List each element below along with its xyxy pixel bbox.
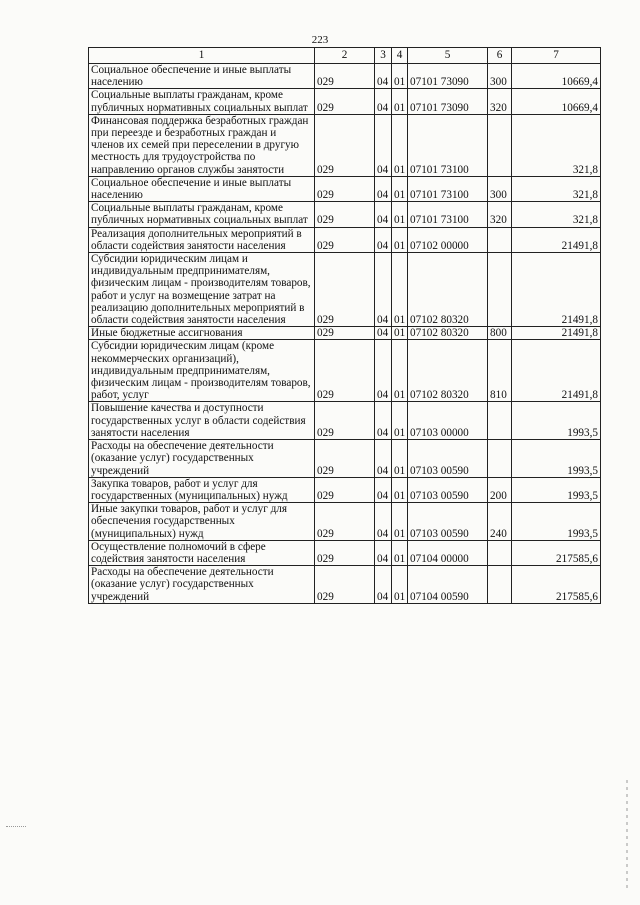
row-target-article: 07103 00590: [408, 440, 488, 478]
column-header: 1: [89, 48, 315, 64]
row-subsection: 01: [392, 440, 408, 478]
row-subsection: 01: [392, 176, 408, 201]
row-admin-code: 029: [315, 477, 375, 502]
row-expense-type: [488, 227, 512, 252]
table-row: [89, 566, 601, 604]
row-amount: 1993,5: [512, 503, 601, 541]
row-amount: 321,8: [512, 202, 601, 227]
row-target-article: 07101 73090: [408, 89, 488, 114]
row-expense-type: [488, 440, 512, 478]
row-amount: 217585,6: [512, 566, 601, 604]
table-row: [89, 327, 601, 340]
table-row: [89, 64, 601, 89]
row-target-article: 07103 00000: [408, 402, 488, 440]
row-target-article: 07103 00590: [408, 477, 488, 502]
table-row: [89, 440, 601, 478]
row-name: Повышение качества и доступности государственных услуг в области содействия занятости населения: [89, 402, 315, 440]
row-subsection: 01: [392, 340, 408, 402]
column-header: 4: [392, 48, 408, 64]
row-subsection: 01: [392, 566, 408, 604]
row-target-article: 07101 73100: [408, 114, 488, 176]
row-expense-type: 320: [488, 89, 512, 114]
table-row: [89, 477, 601, 502]
row-expense-type: 810: [488, 340, 512, 402]
row-target-article: 07101 73100: [408, 202, 488, 227]
row-target-article: 07103 00590: [408, 503, 488, 541]
row-amount: 10669,4: [512, 64, 601, 89]
row-section: 04: [375, 402, 392, 440]
row-section: 04: [375, 64, 392, 89]
row-subsection: 01: [392, 253, 408, 327]
row-subsection: 01: [392, 114, 408, 176]
row-admin-code: 029: [315, 566, 375, 604]
row-section: 04: [375, 477, 392, 502]
table-header-row: [89, 48, 601, 64]
row-subsection: 01: [392, 64, 408, 89]
row-name: Закупка товаров, работ и услуг для государственных (муниципальных) нужд: [89, 477, 315, 502]
row-section: 04: [375, 340, 392, 402]
row-amount: 217585,6: [512, 540, 601, 565]
row-name: Реализация дополнительных мероприятий в области содействия занятости населения: [89, 227, 315, 252]
row-expense-type: [488, 540, 512, 565]
row-subsection: 01: [392, 89, 408, 114]
table-row: [89, 340, 601, 402]
row-amount: 1993,5: [512, 477, 601, 502]
row-section: 04: [375, 89, 392, 114]
row-subsection: 01: [392, 503, 408, 541]
row-target-article: 07102 80320: [408, 253, 488, 327]
row-subsection: 01: [392, 477, 408, 502]
row-expense-type: [488, 114, 512, 176]
budget-table: [88, 47, 601, 604]
column-header: 6: [488, 48, 512, 64]
table-row: [89, 227, 601, 252]
row-admin-code: 029: [315, 176, 375, 201]
row-expense-type: [488, 566, 512, 604]
row-subsection: 01: [392, 402, 408, 440]
row-name: Социальные выплаты гражданам, кроме публичных нормативных социальных выплат: [89, 202, 315, 227]
table-row: [89, 176, 601, 201]
row-amount: 10669,4: [512, 89, 601, 114]
row-subsection: 01: [392, 327, 408, 340]
row-section: 04: [375, 503, 392, 541]
row-admin-code: 029: [315, 327, 375, 340]
row-admin-code: 029: [315, 64, 375, 89]
row-admin-code: 029: [315, 89, 375, 114]
row-section: 04: [375, 227, 392, 252]
row-section: 04: [375, 540, 392, 565]
table-row: [89, 114, 601, 176]
page-number: 223: [311, 34, 329, 46]
row-subsection: 01: [392, 540, 408, 565]
row-expense-type: 300: [488, 64, 512, 89]
row-section: 04: [375, 114, 392, 176]
row-admin-code: 029: [315, 253, 375, 327]
row-admin-code: 029: [315, 503, 375, 541]
row-section: 04: [375, 566, 392, 604]
row-target-article: 07101 73090: [408, 64, 488, 89]
row-subsection: 01: [392, 227, 408, 252]
row-name: Субсидии юридическим лицам (кроме некоммерческих организаций), индивидуальным предпринимателям, физическим лицам - производителям товаров, работ, услуг: [89, 340, 315, 402]
column-header: 3: [375, 48, 392, 64]
row-amount: 321,8: [512, 114, 601, 176]
row-target-article: 07102 80320: [408, 340, 488, 402]
row-expense-type: 200: [488, 477, 512, 502]
row-section: 04: [375, 327, 392, 340]
column-header: 2: [315, 48, 375, 64]
row-name: Субсидии юридическим лицам и индивидуальным предпринимателям, физическим лицам - производителям товаров, работ и услуг на возмещение затрат на реализацию дополнительных мероприятий в области содействия занятости населения: [89, 253, 315, 327]
row-admin-code: 029: [315, 202, 375, 227]
row-name: Финансовая поддержка безработных граждан при переезде и безработных граждан и членов их семей при переселении в другую местность для трудоустройства по направлению органов службы занятости: [89, 114, 315, 176]
row-target-article: 07102 80320: [408, 327, 488, 340]
row-amount: 21491,8: [512, 253, 601, 327]
row-expense-type: 800: [488, 327, 512, 340]
table-row: [89, 253, 601, 327]
row-admin-code: 029: [315, 540, 375, 565]
row-target-article: 07104 00000: [408, 540, 488, 565]
row-target-article: 07101 73100: [408, 176, 488, 201]
row-section: 04: [375, 253, 392, 327]
row-name: Социальные выплаты гражданам, кроме публичных нормативных социальных выплат: [89, 89, 315, 114]
row-name: Иные бюджетные ассигнования: [89, 327, 315, 340]
row-amount: 1993,5: [512, 440, 601, 478]
row-name: Расходы на обеспечение деятельности (оказание услуг) государственных учреждений: [89, 440, 315, 478]
row-admin-code: 029: [315, 114, 375, 176]
row-name: Иные закупки товаров, работ и услуг для обеспечения государственных (муниципальных) нужд: [89, 503, 315, 541]
row-expense-type: [488, 253, 512, 327]
table-row: [89, 89, 601, 114]
column-header: 5: [408, 48, 488, 64]
row-expense-type: 300: [488, 176, 512, 201]
row-name: Расходы на обеспечение деятельности (оказание услуг) государственных учреждений: [89, 566, 315, 604]
row-target-article: 07102 00000: [408, 227, 488, 252]
row-admin-code: 029: [315, 402, 375, 440]
row-expense-type: 320: [488, 202, 512, 227]
row-name: Осуществление полномочий в сфере содействия занятости населения: [89, 540, 315, 565]
row-amount: 321,8: [512, 176, 601, 201]
row-expense-type: [488, 402, 512, 440]
row-admin-code: 029: [315, 440, 375, 478]
table-row: [89, 540, 601, 565]
row-name: Социальное обеспечение и иные выплаты населению: [89, 64, 315, 89]
row-expense-type: 240: [488, 503, 512, 541]
scan-edge-artifact: [626, 780, 628, 890]
row-amount: 21491,8: [512, 340, 601, 402]
row-amount: 21491,8: [512, 227, 601, 252]
column-header: 7: [512, 48, 601, 64]
scan-mark-artifact: [6, 826, 26, 828]
table-row: [89, 402, 601, 440]
row-admin-code: 029: [315, 340, 375, 402]
row-amount: 1993,5: [512, 402, 601, 440]
row-section: 04: [375, 202, 392, 227]
row-target-article: 07104 00590: [408, 566, 488, 604]
table-row: [89, 503, 601, 541]
row-section: 04: [375, 176, 392, 201]
row-amount: 21491,8: [512, 327, 601, 340]
row-name: Социальное обеспечение и иные выплаты населению: [89, 176, 315, 201]
table-row: [89, 202, 601, 227]
row-section: 04: [375, 440, 392, 478]
row-subsection: 01: [392, 202, 408, 227]
row-admin-code: 029: [315, 227, 375, 252]
